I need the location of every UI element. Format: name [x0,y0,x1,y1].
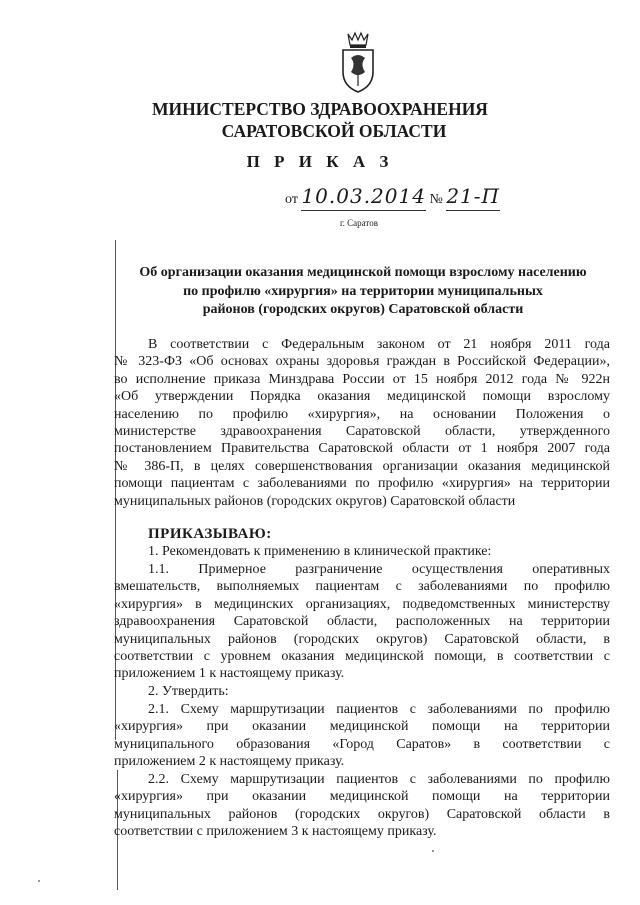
number-prefix: № [429,192,443,207]
handwritten-date: 10.03.2014 [301,184,426,208]
item-2-line: 2. Утвердить: [148,684,229,699]
subject-line-2: по профилю «хирургия» на территории муниципальных [183,283,543,299]
subject-line-3: районов (городских округов) Саратовской области [202,302,524,317]
item-1-1-line: здравоохранения Саратовской области, расположенных на территории [114,614,610,630]
item-1-1-line: 1.1. Примерное разграничение осуществления оперативных [148,562,610,577]
item-2 [114,683,610,700]
item-2-1-line: 2.1. Схему маршрутизации пациентов с заболеваниями по профилю [148,702,610,717]
subject-line-1: Об организации оказания медицинской помощи взрослому населению [139,265,587,280]
preamble-line: помощи пациентам с заболеваниями по профилю «хирургия» на территории [114,476,610,492]
item-2-1-line: приложением 2 к настоящему приказу. [114,754,345,770]
item-2-1-line: «хирургия» при оказании медицинской помощи на территории [114,719,610,735]
scan-speck [38,880,40,882]
scan-speck [432,850,434,852]
item-1-line: 1. Рекомендовать к применению в клинической практике: [148,544,492,559]
preamble-line: муниципальных районов (городских округов) Саратовской области [114,493,516,509]
preamble-line: № 323-ФЗ «Об основах охраны здоровья граждан в Российской Федерации», [114,354,610,370]
city-label: г. Саратов [340,218,378,228]
item-2-2-line: «хирургия» при оказании медицинской помощи на территории [114,789,610,805]
item-2-2-line: муниципальных районов (городских округов) Саратовской области в [114,806,610,822]
handwritten-number: 21-П [446,184,500,208]
order-subject [118,264,608,320]
item-2-2-line: 2.2. Схему маршрутизации пациентов с заболеваниями по профилю [148,772,610,787]
item-1-1-line: приложением 1 к настоящему приказу. [114,666,345,682]
preamble-line: министерстве здравоохранения Саратовской области, утвержденного [114,424,610,440]
item-1-1-line: «хирургия» в медицинских организациях, подведомственных министерству [114,596,610,612]
ministry-line-2: САРАТОВСКОЙ ОБЛАСТИ [221,121,447,141]
ministry-name [0,98,640,142]
preamble-line: № 386-П, в целях совершенствования организации оказания медицинской [114,458,610,474]
item-1-1-line: вмешательств, выполняемых пациентам с заболеваниями по профилю [114,579,610,595]
preamble-line: населению по профилю «хирургия», на основании Положения о [114,406,610,422]
item-2-2-line: соответствии с приложением 3 к настоящему приказу. [114,824,437,840]
date-prefix: от [285,192,298,207]
order-date-number [285,186,500,211]
item-2-1 [114,701,610,771]
order-title: П Р И К А З [246,152,394,171]
preamble-line: постановлением Правительства Саратовской области от 1 ноября 2007 года [114,441,610,457]
prikazyvayu-heading: ПРИКАЗЫВАЮ: [148,526,272,542]
preamble-line: В соответствии с Федеральным законом от 21 ноября 2011 года [148,337,610,352]
item-2-1-line: муниципального образования «Город Саратов» в соответствии с [114,736,610,752]
preamble-paragraph [114,336,610,510]
item-1-1-line: соответствии с уровнем оказания медицинской помощи, в соответствии с [114,649,610,665]
preamble-line: «Об утверждении Порядка оказания медицинской помощи взрослому [114,389,610,405]
item-2-2 [114,771,610,841]
item-1-1 [114,561,610,683]
preamble-line: во исполнение приказа Минздрава России от 15 ноября 2012 года № 922н [114,371,610,387]
ministry-line-1: МИНИСТЕРСТВО ЗДРАВООХРАНЕНИЯ [152,99,488,119]
coat-of-arms-emblem [338,28,378,94]
item-1 [114,543,610,560]
item-1-1-line: муниципальных районов (городских округов) Саратовской области, в [114,631,610,647]
